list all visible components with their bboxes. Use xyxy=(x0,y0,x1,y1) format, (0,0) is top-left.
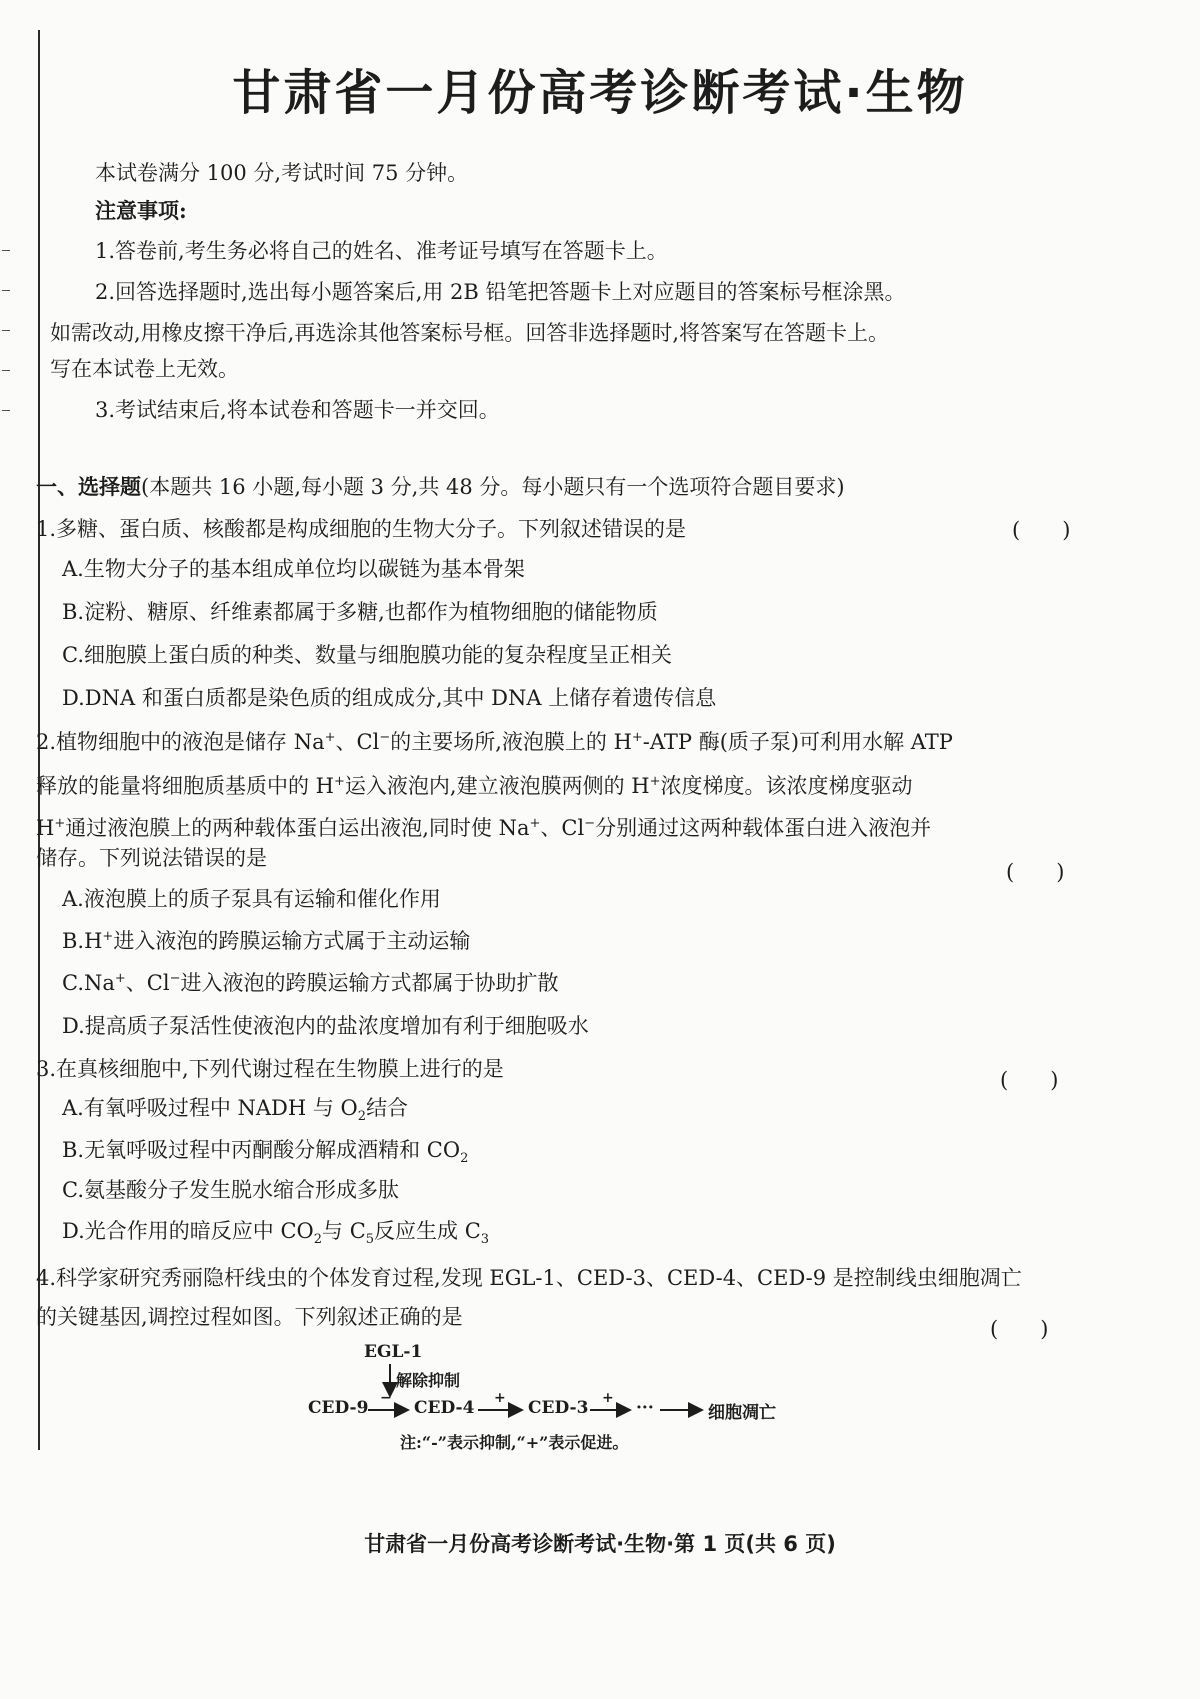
q2-option-a: A.液泡膜上的质子泵具有运输和催化作用 xyxy=(62,887,441,911)
inhibit-sign: − xyxy=(380,1390,392,1406)
answer-bracket: ( ) xyxy=(1006,860,1065,884)
section-heading xyxy=(36,472,1160,502)
question-2-line: H+通过液泡膜上的两种载体蛋白运出液泡,同时使 Na+、Cl−分别通过这两种载体蛋白进入液泡并 xyxy=(36,816,932,840)
question-4-line: 的关键基因,调控过程如图。下列叙述正确的是 xyxy=(36,1305,463,1329)
question-3-stem: 3.在真核细胞中,下列代谢过程在生物膜上进行的是 xyxy=(36,1057,504,1081)
diagram-note: 注:“-”表示抑制,“+”表示促进。 xyxy=(400,1433,629,1452)
gene-ced4: CED-4 xyxy=(414,1398,475,1418)
notice-2-cont: 如需改动,用橡皮擦干净后,再选涂其他答案标号框。回答非选择题时,将答案写在答题卡上。 xyxy=(50,321,890,345)
q3-option-c: C.氨基酸分子发生脱水缩合形成多肽 xyxy=(62,1178,399,1202)
q1-option-b: B.淀粉、糖原、纤维素都属于多糖,也都作为植物细胞的储能物质 xyxy=(62,600,658,624)
notice-1: 1.答卷前,考生务必将自己的姓名、准考证号填写在答题卡上。 xyxy=(95,239,668,263)
question-1-stem: 1.多糖、蛋白质、核酸都是构成细胞的生物大分子。下列叙述错误的是 xyxy=(36,517,687,541)
q2-option-c: C.Na+、Cl−进入液泡的跨膜运输方式都属于协助扩散 xyxy=(62,971,559,995)
apoptosis-label: 细胞凋亡 xyxy=(708,1403,776,1423)
page-title: 甘肃省一月份高考诊断考试·生物 xyxy=(232,65,968,121)
answer-bracket: ( ) xyxy=(990,1317,1049,1341)
page-footer: 甘肃省一月份高考诊断考试·生物·第 1 页(共 6 页) xyxy=(364,1532,836,1556)
q3-option-a: A.有氧呼吸过程中 NADH 与 $O_2$结合 xyxy=(62,1096,409,1125)
exam-info: 本试卷满分 100 分,考试时间 75 分钟。 xyxy=(95,161,469,185)
binding-tick xyxy=(2,250,10,251)
q3-option-b: B.无氧呼吸过程中丙酮酸分解成酒精和 $CO_2$ xyxy=(62,1138,469,1167)
notice-3: 3.考试结束后,将本试卷和答题卡一并交回。 xyxy=(95,398,500,422)
q1-option-d: D.DNA 和蛋白质都是染色质的组成成分,其中 DNA 上储存着遗传信息 xyxy=(62,686,717,710)
notice-heading: 注意事项: xyxy=(95,198,187,223)
q1-option-a: A.生物大分子的基本组成单位均以碳链为基本骨架 xyxy=(62,557,525,581)
binding-tick xyxy=(2,370,10,371)
ellipsis: ··· xyxy=(636,1398,654,1418)
question-2-line: 2.植物细胞中的液泡是储存 Na+、Cl−的主要场所,液泡膜上的 H+-ATP 酶(质子泵)可利用水解 ATP xyxy=(36,730,953,754)
binding-tick xyxy=(2,330,10,331)
gene-ced3: CED-3 xyxy=(528,1398,589,1418)
question-2-line: 储存。下列说法错误的是 xyxy=(36,846,267,870)
promote-sign: + xyxy=(602,1390,614,1406)
binding-tick xyxy=(2,410,10,411)
answer-bracket: ( ) xyxy=(1012,518,1071,542)
question-2-line: 释放的能量将细胞质基质中的 H+运入液泡内,建立液泡膜两侧的 H+浓度梯度。该浓度梯度驱动 xyxy=(36,774,913,798)
q3-option-d: D.光合作用的暗反应中 $CO_2$与 $C_5$反应生成 $C_3$ xyxy=(62,1219,490,1248)
answer-bracket: ( ) xyxy=(1000,1068,1059,1092)
q2-option-b: B.H+进入液泡的跨膜运输方式属于主动运输 xyxy=(62,929,471,953)
section-desc: (本题共 16 小题,每小题 3 分,共 48 分。每小题只有一个选项符合题目要求) xyxy=(141,475,845,499)
release-inhibition-label: 解除抑制 xyxy=(396,1371,461,1390)
q1-option-c: C.细胞膜上蛋白质的种类、数量与细胞膜功能的复杂程度呈正相关 xyxy=(62,643,672,667)
section-title: 一、选择题 xyxy=(36,474,141,499)
notice-2: 2.回答选择题时,选出每小题答案后,用 2B 铅笔把答题卡上对应题目的答案标号框涂黑。 xyxy=(95,280,906,304)
notice-2-cont: 写在本试卷上无效。 xyxy=(50,357,239,381)
promote-sign: + xyxy=(494,1390,506,1406)
binding-tick xyxy=(2,290,10,291)
gene-egl1: EGL-1 xyxy=(364,1342,423,1362)
apoptosis-regulation-diagram xyxy=(300,1340,820,1460)
gene-ced9: CED-9 xyxy=(308,1398,369,1418)
q2-option-d: D.提高质子泵活性使液泡内的盐浓度增加有利于细胞吸水 xyxy=(62,1014,589,1038)
question-4-line: 4.科学家研究秀丽隐杆线虫的个体发育过程,发现 EGL-1、CED-3、CED-4、CED-9 是控制线虫细胞凋亡 xyxy=(36,1266,1022,1290)
